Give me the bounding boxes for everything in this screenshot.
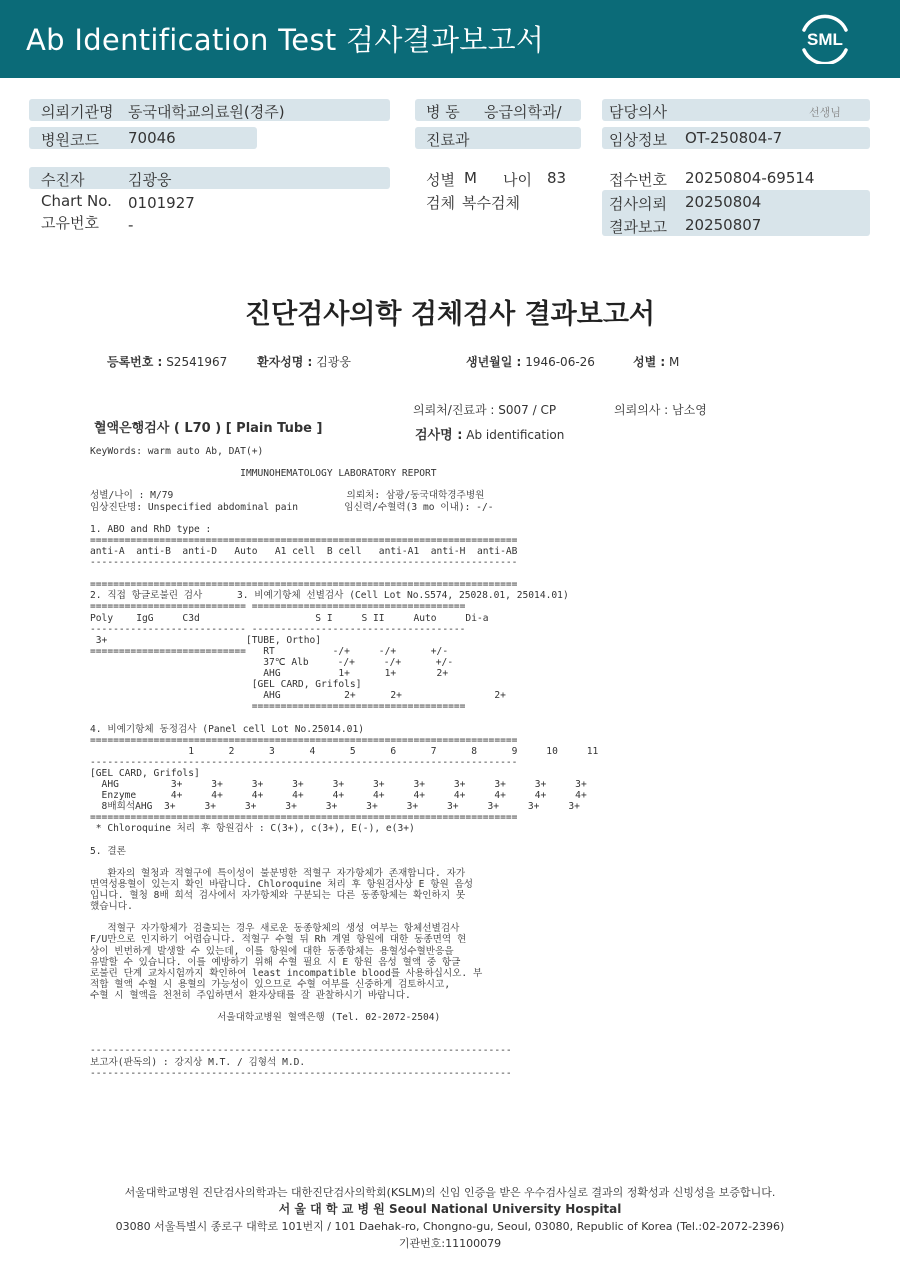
hospital-code-value: 70046 [128, 129, 176, 147]
clinical-label: 임상정보 [609, 131, 667, 149]
clinical-value: OT-250804-7 [685, 129, 783, 147]
report-line: AHG 2+ 2+ 2+ [90, 690, 506, 702]
footer-address: 03080 서울특별시 종로구 대학로 101번지 / 101 Daehak-ro, Chongno-gu, Seoul, 03080, Republic of Korea (Tel.:02-2072-2396) [115, 1220, 785, 1233]
report-line: 3+ [TUBE, Ortho] [90, 634, 322, 646]
doc-sex-value: M [669, 355, 680, 369]
report-line: 4. 비예기항체 동정검사 (Panel cell Lot No.25014.01) [90, 723, 365, 735]
report-body [90, 446, 880, 1106]
report-line: 서울대학교병원 혈액은행 (Tel. 02-2072-2504) [90, 1012, 441, 1024]
patient-label: 수진자 [41, 171, 85, 189]
request-value: 20250804 [685, 193, 762, 211]
report-line: anti-A anti-B anti-D Auto A1 cell B cell anti-A1 anti-H anti-AB [90, 545, 518, 557]
report-label: 결과보고 [609, 218, 667, 236]
dob-value: 1946-06-26 [525, 355, 595, 369]
report-line: ------------------------------------------------------------------------- [90, 1067, 512, 1079]
report-line: 적합 혈액 수혈 시 용혈의 가능성이 있으므로 수혈 여부를 신중하게 검토하시고, [90, 978, 451, 990]
name-info [257, 353, 351, 370]
report-line: Poly IgG C3d S I S II Auto Di-a [90, 612, 489, 624]
patient-value: 김광웅 [128, 171, 172, 189]
report-line: AHG 1+ 1+ 2+ [90, 668, 449, 679]
specimen-value: 복수검체 [462, 194, 520, 212]
report-line: 8배희석AHG 3+ 3+ 3+ 3+ 3+ 3+ 3+ 3+ 3+ 3+ 3+ [90, 801, 580, 813]
report-line: 환자의 혈청과 적혈구에 특이성이 불분명한 적혈구 자가항체가 존재합니다. 자가 [90, 867, 466, 879]
specimen-label: 검체 [426, 194, 455, 212]
report-line: 상이 빈번하게 발생할 수 있는데, 이를 항원에 대한 동종항체는 용혈성수혈반응을 [90, 945, 454, 957]
sex-value: M [464, 169, 477, 187]
report-line: AHG 3+ 3+ 3+ 3+ 3+ 3+ 3+ 3+ 3+ 3+ 3+ [90, 779, 587, 790]
report-line: ===================================== [90, 701, 466, 713]
document-title: 진단검사의학 검체검사 결과보고서 [244, 299, 656, 330]
report-line: F/U만으로 인지하기 어렵습니다. 적혈구 수혈 뒤 Rh 계열 항원에 대한 동종면역 현 [90, 934, 467, 946]
doctor-value: 선생님 [809, 106, 841, 119]
footer-institution-number: 기관번호:11100079 [398, 1237, 502, 1250]
report-line: 수혈 시 혈액을 천천히 주입하면서 환자상태를 잘 관찰하시기 바랍니다. [90, 989, 411, 1001]
report-line: 로불린 단계 교차시험까지 확인하여 least incompatible blood를 사용하십시오. 부 [90, 967, 483, 979]
report-line: [GEL CARD, Grifols] [90, 767, 200, 779]
footer-certification: 서울대학교병원 진단검사의학과는 대한진단검사의학회(KSLM)의 신임 인증을 받은 우수검사실로 결과의 정확성과 신빙성을 보증합니다. [124, 1186, 776, 1199]
report-line: 성별/나이 : M/79 의뢰처: 삼광/동국대학경주병원 [90, 490, 485, 502]
unique-value: - [128, 216, 134, 234]
institution-label: 의뢰기관명 [41, 103, 114, 121]
test-heading: 혈액은행검사 ( L70 ) [ Plain Tube ] [94, 421, 323, 436]
doc-sex-label: 성별 : [633, 355, 666, 369]
report-line: Enzyme 4+ 4+ 4+ 4+ 4+ 4+ 4+ 4+ 4+ 4+ 4+ [90, 790, 587, 802]
name-label: 환자성명 : [257, 355, 313, 369]
reg-info [107, 353, 227, 370]
footer-hospital-name: 서 울 대 학 교 병 원 Seoul National University Hospital [278, 1202, 622, 1216]
report-line: ========================================================================== [90, 812, 518, 824]
institution-value: 동국대학교의료원(경주) [128, 103, 285, 121]
test-name-label: 검사명 : [415, 428, 463, 443]
report-line: -------------------------------------------------------------------------- [90, 557, 518, 568]
sex-label: 성별 [426, 171, 455, 189]
chart-label: Chart No. [41, 192, 112, 210]
reg-label: 등록번호 : [107, 355, 163, 369]
doctor-line: 의뢰의사 : 남소영 [614, 403, 707, 417]
ward-value: 응급의학과/ [484, 103, 562, 121]
doctor-label: 담당의사 [609, 103, 667, 121]
report-line: ========================================================================== [90, 579, 518, 591]
report-value: 20250807 [685, 216, 762, 234]
test-name-value: Ab identification [466, 428, 565, 442]
report-line: 적혈구 자가항체가 검출되는 경우 새로운 동종항체의 생성 여부는 항체선별검사 [90, 923, 460, 935]
report-line: ========================================================================== [90, 734, 518, 746]
report-line: 입니다. 혈청 8배 희석 검사에서 자가항체와 구분되는 다른 동종항체는 확인하지 못 [90, 890, 466, 901]
report-line: 37℃ Alb -/+ -/+ +/- [90, 656, 454, 668]
report-line: =========================== RT -/+ -/+ +/- [90, 645, 449, 657]
report-line: KeyWords: warm auto Ab, DAT(+) [90, 446, 264, 457]
sml-logo-icon [796, 12, 854, 64]
name-value: 김광웅 [316, 355, 351, 369]
chart-value: 0101927 [128, 194, 195, 212]
report-line: =========================== ===================================== [90, 601, 466, 613]
ward-label: 병 동 [426, 103, 460, 121]
reg-value: S2541967 [166, 355, 228, 369]
unique-label: 고유번호 [41, 214, 99, 232]
report-line: 1 2 3 4 5 6 7 8 9 10 11 [90, 745, 599, 757]
report-line: 면역성용혈이 있는지 확인 바랍니다. Chloroquine 처리 후 항원검사상 E 항원 음성 [90, 878, 474, 890]
test-name [415, 424, 564, 443]
report-line: [GEL CARD, Grifols] [90, 679, 362, 691]
sex-info [633, 353, 679, 370]
age-label: 나이 [503, 171, 532, 189]
report-line: 유발할 수 있습니다. 이를 예방하기 위해 수혈 필요 시 E 항원 음성 혈액 중 항글 [90, 956, 461, 968]
report-line: 했습니다. [90, 901, 133, 913]
report-line: --------------------------- ------------------------------------- [90, 623, 466, 635]
dept-line: 의뢰처/진료과 : S007 / CP [413, 403, 557, 417]
logo-text: SML [807, 30, 843, 49]
report-line: 1. ABO and RhD type : [90, 523, 212, 535]
receipt-label: 접수번호 [609, 171, 667, 189]
request-label: 검사의뢰 [609, 195, 667, 213]
report-line: IMMUNOHEMATOLOGY LABORATORY REPORT [90, 468, 437, 480]
dob-label: 생년월일 : [466, 355, 522, 369]
receipt-value: 20250804-69514 [685, 169, 815, 187]
hospital-code-label: 병원코드 [41, 131, 99, 149]
report-line: ------------------------------------------------------------------------- [90, 1045, 512, 1057]
report-line: ========================================================================== [90, 534, 518, 546]
report-line: -------------------------------------------------------------------------- [90, 756, 518, 768]
dob-info [466, 353, 595, 370]
age-value: 83 [547, 169, 567, 187]
dept-label: 진료과 [426, 131, 470, 149]
report-line: 임상진단명: Unspecified abdominal pain 임신력/수혈력(3 mo 이내): -/- [90, 501, 494, 513]
header-bar [0, 0, 900, 78]
report-line: * Chloroquine 처리 후 항원검사 : C(3+), c(3+), E(-), e(3+) [90, 823, 415, 835]
report-line: 보고자(판독의) : 강지상 M.T. / 김형석 M.D. [90, 1056, 306, 1068]
report-title: Ab Identification Test 검사결과보고서 [26, 23, 545, 57]
report-line: 5. 결론 [90, 845, 126, 857]
report-line: 2. 직접 항글로불린 검사 3. 비예기항체 선별검사 (Cell Lot No.S574, 25028.01, 25014.01) [90, 590, 569, 602]
